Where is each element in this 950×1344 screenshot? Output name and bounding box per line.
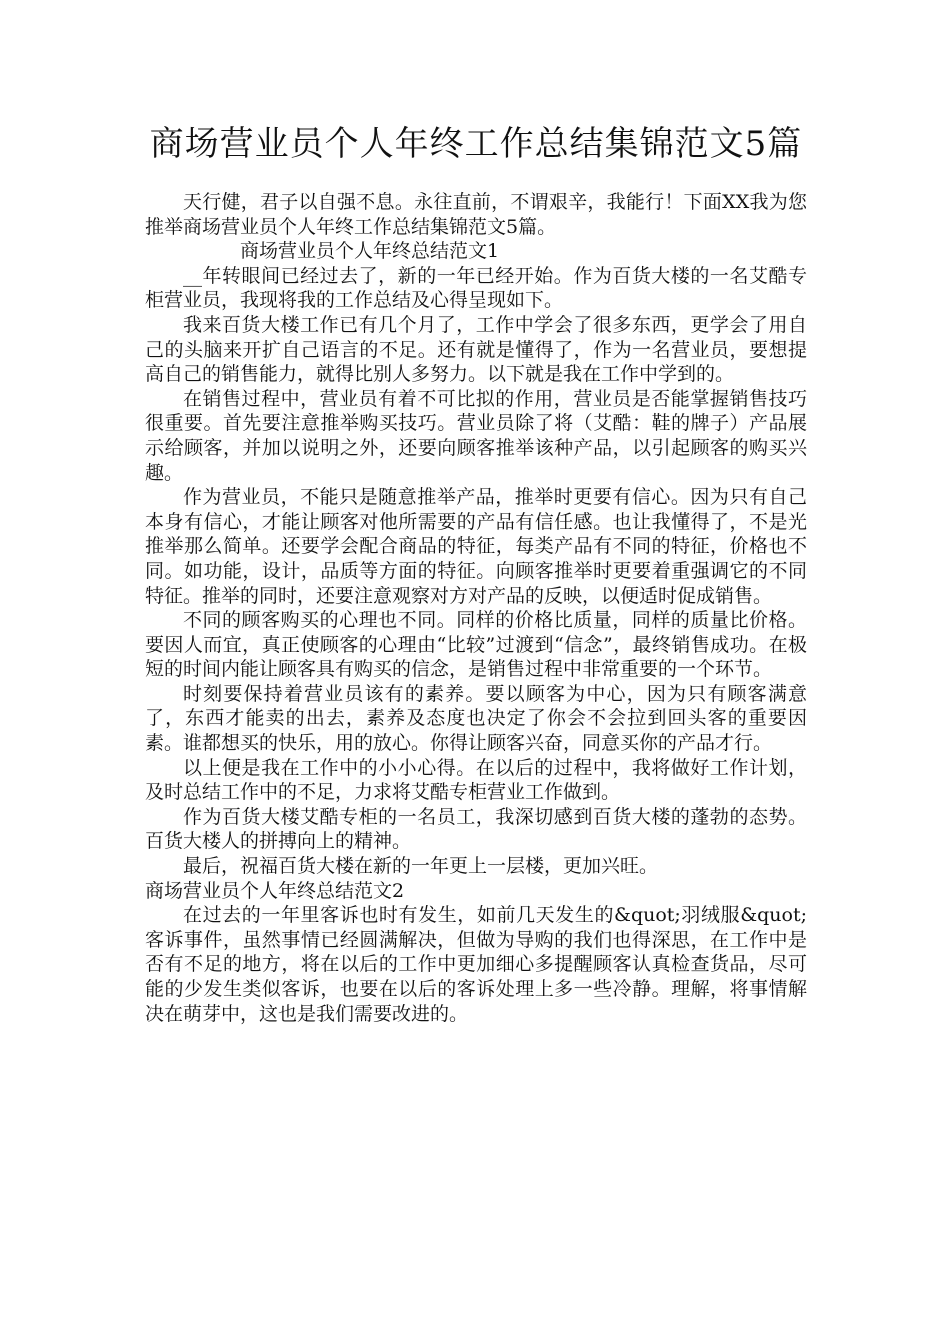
intro-paragraph: 天行健，君子以自强不息。永往直前，不谓艰辛，我能行！下面XX我为您推举商场营业员个人年终工作总结集锦范文5篇。	[145, 191, 807, 238]
body-paragraph: 以上便是我在工作中的小小心得。在以后的过程中，我将做好工作计划，及时总结工作中的不足，力求将艾酷专柜营业工作做到。	[145, 756, 807, 804]
body-paragraph: __年转眼间已经过去了，新的一年已经开始。作为百货大楼的一名艾酷专柜营业员，我现将我的工作总结及心得呈现如下。	[145, 264, 807, 312]
closing-paragraph: 最后，祝福百货大楼在新的一年更上一层楼，更加兴旺。	[183, 855, 659, 878]
document-title: 商场营业员个人年终工作总结集锦范文5篇	[149, 124, 803, 164]
document-body	[145, 190, 807, 1026]
document-page	[145, 120, 807, 1026]
section-heading-1: 商场营业员个人年终总结范文1	[240, 240, 500, 263]
body-paragraph: 时刻要保持着营业员该有的素养。要以顾客为中心，因为只有顾客满意了，东西才能卖的出去，素养及态度也决定了你会不会拉到回头客的重要因素。谁都想买的快乐，用的放心。你得让顾客兴奋，同意买你的产品才行。	[145, 682, 807, 755]
section-heading-2: 商场营业员个人年终总结范文2	[145, 879, 405, 902]
body-paragraph: 我来百货大楼工作已有几个月了，工作中学会了很多东西，更学会了用自己的头脑来开扩自己语言的不足。还有就是懂得了，作为一名营业员，要想提高自己的销售能力，就得比别人多努力。以下就是我在工作中学到的。	[145, 313, 807, 386]
body-paragraph: 不同的顾客购买的心理也不同。同样的价格比质量，同样的质量比价格。要因人而宜，真正使顾客的心理由“比较”过渡到“信念”，最终销售成功。在极短的时间内能让顾客具有购买的信念，是销售过程中非常重要的一个环节。	[145, 609, 807, 681]
body-paragraph: 作为营业员，不能只是随意推举产品，推举时更要有信心。因为只有自己本身有信心，才能让顾客对他所需要的产品有信任感。也让我懂得了，不是光推举那么简单。还要学会配合商品的特征，每类产品有不同的特征，价格也不同。如功能，设计，品质等方面的特征。向顾客推举时更要着重强调它的不同特征。推举的同时，还要注意观察对方对产品的反映，以便适时促成销售。	[145, 486, 807, 607]
body-paragraph: 在销售过程中，营业员有着不可比拟的作用，营业员是否能掌握销售技巧很重要。首先要注意推举购买技巧。营业员除了将（艾酷：鞋的牌子）产品展示给顾客，并加以说明之外，还要向顾客推举该种产品，以引起顾客的购买兴趣。	[145, 387, 807, 484]
body-paragraph: 作为百货大楼艾酷专柜的一名员工，我深切感到百货大楼的蓬勃的态势。百货大楼人的拼搏向上的精神。	[145, 805, 807, 853]
body-paragraph: 在过去的一年里客诉也时有发生，如前几天发生的&quot;羽绒服&quot;客诉事件，虽然事情已经圆满解决，但做为导购的我们也得深思，在工作中是否有不足的地方，将在以后的工作中更加细心多提醒顾客认真检查货品，尽可能的少发生类似客诉，也要在以后的客诉处理上多一些冷静。理解，将事情解决在萌芽中，这也是我们需要改进的。	[145, 904, 807, 1025]
